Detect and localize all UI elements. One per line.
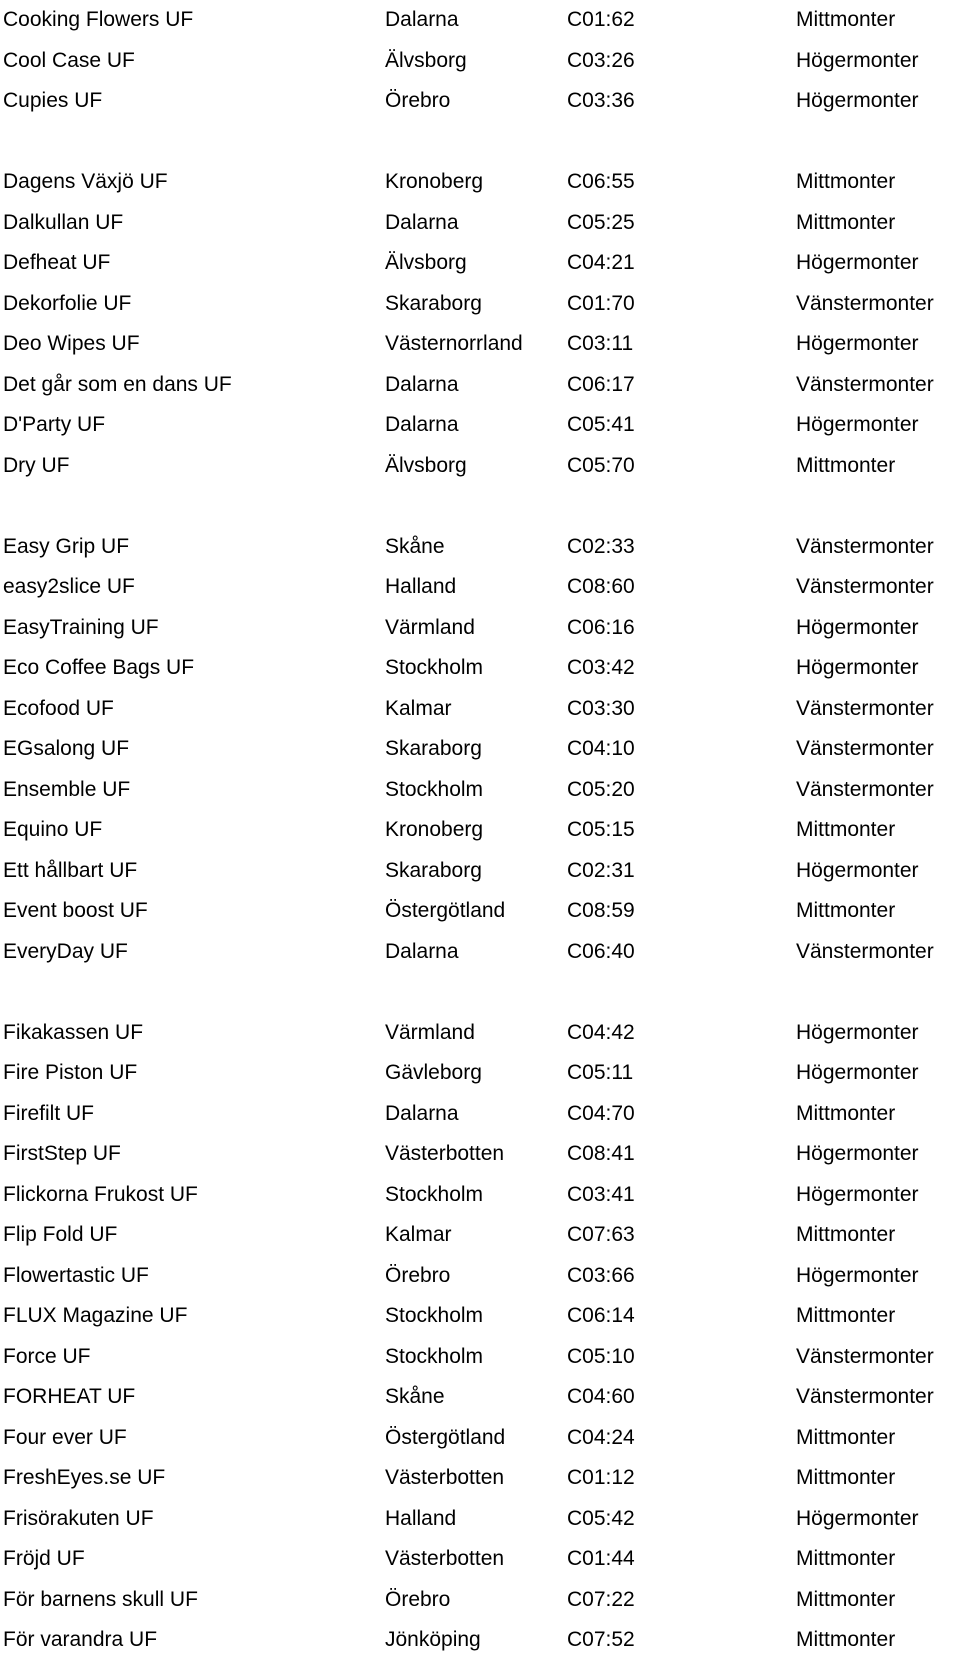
stand-number: C05:10: [567, 1344, 635, 1368]
company-name: FirstStep UF: [3, 1142, 121, 1165]
company-name: Det går som en dans UF: [3, 372, 232, 396]
region: Östergötland: [385, 1425, 506, 1449]
stand-number: C03:36: [567, 89, 635, 112]
stand-placement: Mittmonter: [796, 453, 896, 477]
company-name: Cooking Flowers UF: [3, 8, 194, 31]
list-row: [0, 365, 960, 406]
stand-placement: Mittmonter: [796, 1628, 896, 1651]
region: Dalarna: [385, 8, 459, 31]
stand-placement: Mittmonter: [796, 1223, 896, 1246]
stand-placement: Högermonter: [796, 615, 919, 639]
region: Västernorrland: [385, 332, 523, 355]
stand-placement: Mittmonter: [796, 1101, 896, 1125]
region: Kalmar: [385, 696, 452, 720]
region: Halland: [385, 575, 457, 598]
region: Dalarna: [385, 372, 459, 396]
stand-number: C07:52: [567, 1628, 635, 1651]
company-name: Equino UF: [3, 818, 103, 841]
company-name: Dekorfolie UF: [3, 291, 132, 315]
company-name: D'Party UF: [3, 413, 106, 436]
company-name: Fröjd UF: [3, 1547, 85, 1570]
stand-number: C03:26: [567, 48, 635, 72]
stand-placement: Vänstermonter: [796, 696, 934, 720]
list-row: [0, 446, 960, 487]
stand-placement: Högermonter: [796, 1506, 919, 1530]
stand-number: C06:17: [567, 372, 635, 396]
list-row: [0, 324, 960, 365]
stand-number: C01:44: [567, 1547, 635, 1570]
region: Örebro: [385, 1263, 451, 1287]
stand-number: C04:24: [567, 1425, 635, 1449]
list-row: [0, 81, 960, 122]
stand-placement: Högermonter: [796, 1142, 919, 1165]
stand-number: C05:11: [567, 1061, 634, 1084]
list-row: [0, 41, 960, 82]
stand-number: C03:66: [567, 1263, 635, 1287]
letter-group-d: [0, 162, 960, 486]
stand-placement: Mittmonter: [796, 170, 896, 193]
stand-number: C07:22: [567, 1587, 635, 1611]
list-row: [0, 1013, 960, 1054]
stand-placement: Vänstermonter: [796, 939, 934, 963]
list-row: [0, 567, 960, 608]
stand-placement: Vänstermonter: [796, 575, 934, 598]
stand-number: C04:21: [567, 251, 635, 274]
region: Jönköping: [385, 1628, 481, 1651]
list-row: [0, 1458, 960, 1499]
list-row: [0, 729, 960, 770]
company-name: Flowertastic UF: [3, 1263, 149, 1287]
list-row: [0, 243, 960, 284]
stand-number: C01:70: [567, 291, 635, 315]
list-row: [0, 1499, 960, 1540]
company-name: EveryDay UF: [3, 939, 128, 963]
stand-placement: Mittmonter: [796, 1587, 896, 1611]
list-row: [0, 810, 960, 851]
company-name: Fikakassen UF: [3, 1020, 144, 1044]
company-name: Force UF: [3, 1344, 91, 1368]
stand-number: C05:20: [567, 777, 635, 801]
list-row: [0, 1256, 960, 1297]
region: Gävleborg: [385, 1061, 482, 1084]
stand-number: C08:59: [567, 899, 635, 922]
stand-placement: Högermonter: [796, 89, 919, 112]
region: Stockholm: [385, 1304, 484, 1327]
region: Stockholm: [385, 1182, 484, 1206]
list-row: [0, 284, 960, 325]
company-name: Dry UF: [3, 453, 70, 477]
list-row: [0, 203, 960, 244]
stand-number: C03:11: [567, 332, 634, 355]
stand-placement: Högermonter: [796, 251, 919, 274]
stand-number: C01:12: [567, 1466, 635, 1489]
stand-number: C08:41: [567, 1142, 635, 1165]
region: Dalarna: [385, 939, 459, 963]
stand-placement: Mittmonter: [796, 818, 896, 841]
region: Örebro: [385, 1587, 451, 1611]
company-name: Dagens Växjö UF: [3, 170, 168, 193]
region: Västerbotten: [385, 1142, 505, 1165]
company-name: Event boost UF: [3, 899, 148, 922]
region: Stockholm: [385, 777, 484, 801]
stand-number: C04:60: [567, 1385, 635, 1408]
list-row: [0, 851, 960, 892]
stand-placement: Vänstermonter: [796, 291, 934, 315]
company-name: FreshEyes.se UF: [3, 1466, 166, 1489]
stand-placement: Högermonter: [796, 1020, 919, 1044]
company-name: För barnens skull UF: [3, 1587, 198, 1611]
company-name: Defheat UF: [3, 251, 111, 274]
stand-placement: Högermonter: [796, 413, 919, 436]
stand-placement: Vänstermonter: [796, 737, 934, 760]
stand-placement: Mittmonter: [796, 1466, 896, 1489]
stand-placement: Vänstermonter: [796, 1344, 934, 1368]
company-name: Ett hållbart UF: [3, 858, 138, 882]
stand-placement: Vänstermonter: [796, 372, 934, 396]
list-row: [0, 1134, 960, 1175]
stand-placement: Högermonter: [796, 1263, 919, 1287]
stand-placement: Högermonter: [796, 332, 919, 355]
stand-number: C05:70: [567, 453, 635, 477]
list-row: [0, 770, 960, 811]
stand-placement: Mittmonter: [796, 1304, 896, 1327]
stand-placement: Högermonter: [796, 656, 919, 679]
region: Halland: [385, 1506, 457, 1530]
company-name: Four ever UF: [3, 1425, 127, 1449]
stand-number: C05:15: [567, 818, 635, 841]
stand-number: C03:30: [567, 696, 635, 720]
stand-number: C08:60: [567, 575, 635, 598]
list-row: [0, 405, 960, 446]
list-row: [0, 1539, 960, 1580]
stand-number: C06:55: [567, 170, 635, 193]
list-row: [0, 648, 960, 689]
region: Dalarna: [385, 1101, 459, 1125]
stand-placement: Högermonter: [796, 1061, 919, 1084]
region: Örebro: [385, 89, 451, 112]
company-name: Flickorna Frukost UF: [3, 1182, 198, 1206]
region: Kronoberg: [385, 818, 484, 841]
company-name: Cupies UF: [3, 89, 103, 112]
stand-number: C04:42: [567, 1020, 635, 1044]
list-row: [0, 932, 960, 973]
company-name: easy2slice UF: [3, 575, 135, 598]
region: Älvsborg: [385, 251, 467, 274]
stand-placement: Vänstermonter: [796, 1385, 934, 1408]
list-row: [0, 608, 960, 649]
stand-number: C03:41: [567, 1182, 635, 1206]
stand-placement: Vänstermonter: [796, 777, 934, 801]
stand-number: C04:10: [567, 737, 635, 760]
letter-group-c: [0, 0, 960, 122]
company-name: Deo Wipes UF: [3, 332, 140, 355]
stand-number: C06:14: [567, 1304, 635, 1327]
company-name: Flip Fold UF: [3, 1223, 118, 1246]
region: Värmland: [385, 615, 475, 639]
list-row: [0, 1418, 960, 1459]
letter-group-e: [0, 527, 960, 973]
company-name: Dalkullan UF: [3, 210, 124, 234]
company-name: Fire Piston UF: [3, 1061, 138, 1084]
stand-number: C03:42: [567, 656, 635, 679]
company-name: Easy Grip UF: [3, 534, 130, 558]
region: Skåne: [385, 534, 445, 558]
region: Skaraborg: [385, 291, 482, 315]
region: Dalarna: [385, 413, 459, 436]
company-name: FLUX Magazine UF: [3, 1304, 188, 1327]
region: Älvsborg: [385, 453, 467, 477]
list-row: [0, 1620, 960, 1661]
stand-placement: Vänstermonter: [796, 534, 934, 558]
stand-placement: Högermonter: [796, 1182, 919, 1206]
stand-number: C05:41: [567, 413, 635, 436]
letter-group-f: [0, 1013, 960, 1661]
stand-placement: Högermonter: [796, 858, 919, 882]
list-row: [0, 891, 960, 932]
region: Kalmar: [385, 1223, 452, 1246]
region: Stockholm: [385, 656, 484, 679]
company-name: Cool Case UF: [3, 48, 135, 72]
region: Västerbotten: [385, 1466, 505, 1489]
stand-number: C02:33: [567, 534, 635, 558]
company-name: EGsalong UF: [3, 737, 130, 760]
company-name: Firefilt UF: [3, 1101, 94, 1125]
stand-number: C01:62: [567, 8, 635, 31]
company-name: Ensemble UF: [3, 777, 131, 801]
company-name: FORHEAT UF: [3, 1385, 136, 1408]
company-name: EasyTraining UF: [3, 615, 159, 639]
stand-placement: Mittmonter: [796, 8, 896, 31]
list-row: [0, 0, 960, 41]
list-row: [0, 1580, 960, 1621]
region: Älvsborg: [385, 48, 467, 72]
region: Östergötland: [385, 899, 506, 922]
list-row: [0, 1296, 960, 1337]
stand-number: C05:42: [567, 1506, 635, 1530]
list-row: [0, 1094, 960, 1135]
region: Skaraborg: [385, 858, 482, 882]
region: Skaraborg: [385, 737, 482, 760]
list-row: [0, 1053, 960, 1094]
stand-number: C04:70: [567, 1101, 635, 1125]
stand-number: C06:40: [567, 939, 635, 963]
list-row: [0, 1175, 960, 1216]
company-name: Frisörakuten UF: [3, 1506, 154, 1530]
stand-placement: Mittmonter: [796, 1425, 896, 1449]
list-row: [0, 527, 960, 568]
region: Dalarna: [385, 210, 459, 234]
list-row: [0, 689, 960, 730]
stand-placement: Mittmonter: [796, 1547, 896, 1570]
stand-number: C02:31: [567, 858, 635, 882]
region: Värmland: [385, 1020, 475, 1044]
region: Kronoberg: [385, 170, 484, 193]
company-name: Ecofood UF: [3, 696, 114, 720]
stand-placement: Mittmonter: [796, 899, 896, 922]
stand-number: C05:25: [567, 210, 635, 234]
list-row: [0, 1215, 960, 1256]
stand-placement: Mittmonter: [796, 210, 896, 234]
region: Västerbotten: [385, 1547, 505, 1570]
region: Skåne: [385, 1385, 445, 1408]
company-name: Eco Coffee Bags UF: [3, 656, 195, 679]
list-row: [0, 162, 960, 203]
stand-number: C07:63: [567, 1223, 635, 1246]
stand-number: C06:16: [567, 615, 635, 639]
region: Stockholm: [385, 1344, 484, 1368]
stand-placement: Högermonter: [796, 48, 919, 72]
company-name: För varandra UF: [3, 1628, 158, 1651]
list-row: [0, 1377, 960, 1418]
list-row: [0, 1337, 960, 1378]
